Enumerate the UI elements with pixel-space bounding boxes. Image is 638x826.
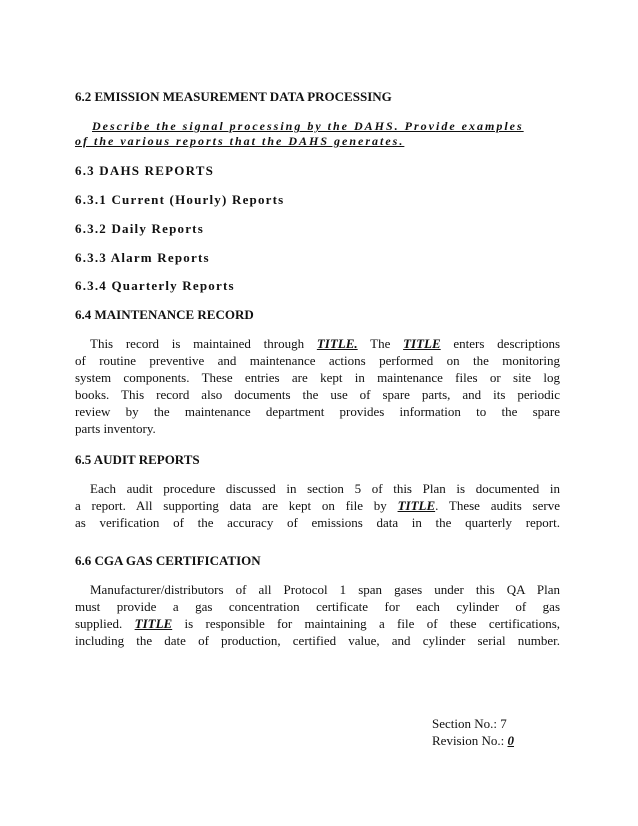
heading-6-3-3: 6.3.3 Alarm Reports [75, 250, 210, 265]
cga-line-2: must provide a gas concentration certificate for each cylinder of gas [75, 599, 560, 614]
maintenance-line-2: of routine preventive and maintenance actions performed on the monitoring [75, 353, 560, 368]
cga-text-3c: is responsible for maintaining a file of these certifications, [184, 616, 560, 631]
cga-line-4: including the date of production, certified value, and cylinder serial number. [75, 633, 560, 648]
instruction-line-2: of the various reports that the DAHS generates. [75, 134, 405, 148]
cga-line-1: Manufacturer/distributors of all Protocol 1 span gases under this QA Plan [90, 582, 560, 597]
title-placeholder: TITLE. [316, 336, 358, 351]
instruction-line-1: Describe the signal processing by the DAHS. Provide examples [92, 119, 524, 133]
revision-label: Revision No.: [432, 733, 505, 748]
heading-6-4: 6.4 MAINTENANCE RECORD [75, 307, 254, 322]
maintenance-text-1e: enters descriptions [453, 336, 560, 351]
audit-text-2a: a report. All supporting data are kept on file by [75, 498, 387, 513]
audit-text-2c: . These audits serve [435, 498, 560, 513]
audit-line-3: as verification of the accuracy of emissions data in the quarterly report. [75, 515, 560, 530]
heading-6-3-1: 6.3.1 Current (Hourly) Reports [75, 192, 285, 207]
audit-line-1: Each audit procedure discussed in section 5 of this Plan is documented in [90, 481, 560, 496]
heading-6-2: 6.2 EMISSION MEASUREMENT DATA PROCESSING [75, 89, 392, 104]
cga-text-3a: supplied. [75, 616, 123, 631]
maintenance-line-5: review by the maintenance department provides information to the spare [75, 404, 560, 419]
title-placeholder: TITLE [397, 498, 436, 513]
audit-line-2 [75, 498, 560, 514]
maintenance-text-1a: This record is maintained through [90, 336, 305, 351]
heading-6-3-2: 6.3.2 Daily Reports [75, 221, 204, 236]
heading-6-3-4: 6.3.4 Quarterly Reports [75, 278, 235, 293]
maintenance-line-6: parts inventory. [75, 421, 156, 436]
section-value: 7 [500, 716, 507, 731]
cga-line-3 [75, 616, 560, 632]
section-label: Section No.: [432, 716, 497, 731]
footer-revision [432, 733, 514, 749]
footer-section [432, 716, 507, 732]
revision-value: 0 [507, 733, 514, 748]
heading-6-5: 6.5 AUDIT REPORTS [75, 452, 200, 467]
maintenance-line-4: books. This record also documents the use of spare parts, and its periodic [75, 387, 560, 402]
title-placeholder: TITLE [403, 336, 441, 351]
maintenance-line-3: system components. These entries are kept in maintenance files or site log [75, 370, 560, 385]
maintenance-line-1 [90, 336, 560, 352]
maintenance-text-1c: The [370, 336, 391, 351]
title-placeholder: TITLE [134, 616, 173, 631]
heading-6-6: 6.6 CGA GAS CERTIFICATION [75, 553, 261, 568]
heading-6-3: 6.3 DAHS REPORTS [75, 163, 215, 178]
